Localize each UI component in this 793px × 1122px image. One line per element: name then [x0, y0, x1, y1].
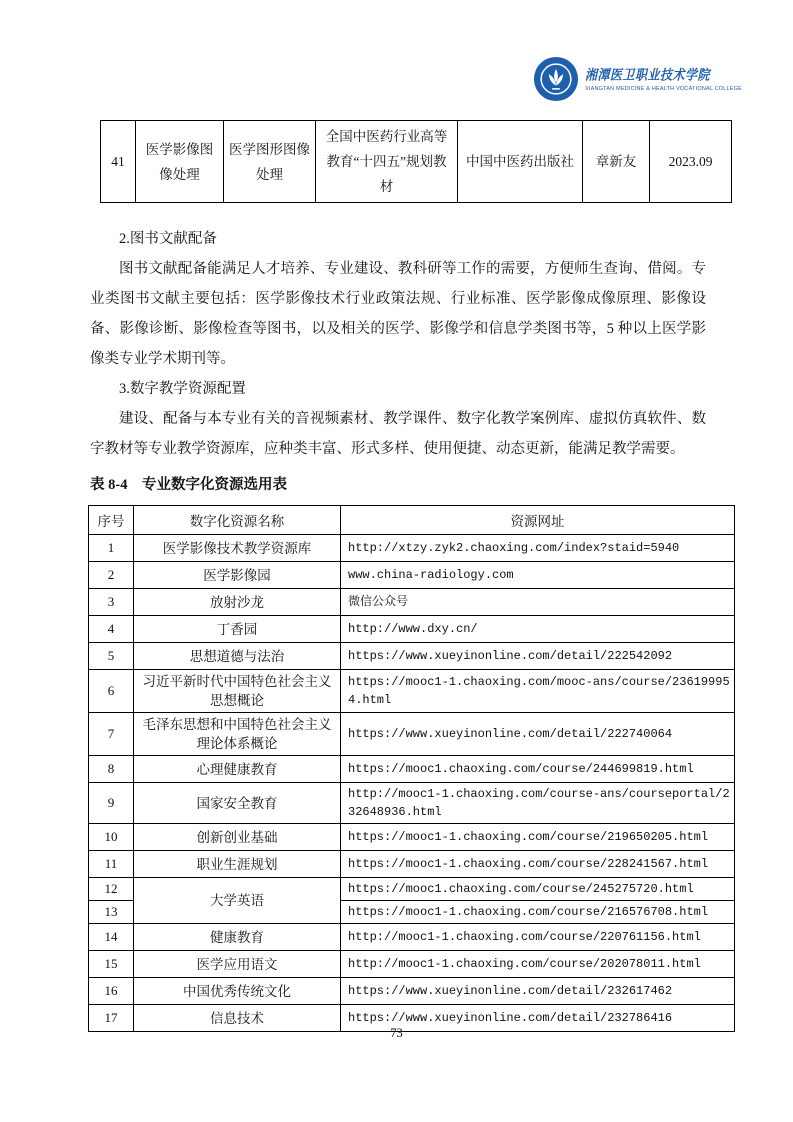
row-index-cell: 6	[89, 670, 134, 713]
table-row	[89, 951, 735, 978]
textbook-series-cell: 全国中医药行业高等教育“十四五”规划教材	[316, 121, 458, 203]
textbook-date-cell: 2023.09	[650, 121, 732, 203]
resource-name-cell: 信息技术	[134, 1005, 341, 1032]
resource-name-cell: 大学英语	[134, 878, 341, 924]
row-index-cell: 5	[89, 643, 134, 670]
resource-name-cell: 国家安全教育	[134, 783, 341, 824]
resource-name-cell: 思想道德与法治	[134, 643, 341, 670]
resource-name-cell: 心理健康教育	[134, 756, 341, 783]
table-row	[89, 878, 735, 901]
table-row	[89, 562, 735, 589]
table-row	[89, 535, 735, 562]
resource-name-cell: 创新创业基础	[134, 824, 341, 851]
table-row	[89, 978, 735, 1005]
school-name-english: XIANGTAN MEDICINE & HEALTH VOCATIONAL COLLEGE	[585, 86, 743, 92]
row-index-cell: 16	[89, 978, 134, 1005]
row-index-cell: 11	[89, 851, 134, 878]
resource-url-cell: www.china-radiology.com	[341, 562, 735, 589]
row-index-cell: 10	[89, 824, 134, 851]
resource-name-cell: 丁香园	[134, 616, 341, 643]
resource-name-cell: 习近平新时代中国特色社会主义思想概论	[134, 670, 341, 713]
resource-name-cell: 职业生涯规划	[134, 851, 341, 878]
textbook-editor-cell: 章新友	[583, 121, 650, 203]
school-name-chinese: 湘潭医卫职业技术学院	[585, 67, 711, 84]
resource-url-cell: https://mooc1-1.chaoxing.com/course/219650205.html	[341, 824, 735, 851]
resource-table-title: 表 8-4 专业数字化资源选用表	[90, 477, 287, 493]
row-index-cell: 2	[89, 562, 134, 589]
table-row	[89, 713, 735, 756]
section-body-library: 图书文献配备能满足人才培养、专业建设、教科研等工作的需要，方便师生查询、借阅。专业类图书文献主要包括：医学影像技术行业政策法规、行业标准、医学影像成像原理、影像设备、影像诊断、影像检查等图书，以及相关的医学、影像学和信息学类图书等，5 种以上医学影像类专业学术期刊等。	[90, 261, 706, 367]
school-logo	[533, 56, 742, 102]
table-row	[89, 924, 735, 951]
resource-name-cell: 医学应用语文	[134, 951, 341, 978]
header-resource-name: 数字化资源名称	[134, 506, 341, 535]
resource-name-cell: 医学影像技术教学资源库	[134, 535, 341, 562]
resource-name-cell: 毛泽东思想和中国特色社会主义理论体系概论	[134, 713, 341, 756]
section-heading-digital-resources: 3.数字教学资源配置	[119, 381, 246, 397]
table-row	[101, 121, 732, 203]
table-row	[89, 756, 735, 783]
resource-url-cell: https://mooc1.chaoxing.com/course/245275720.html	[341, 878, 735, 901]
resource-url-cell: http://xtzy.zyk2.chaoxing.com/index?staid=5940	[341, 535, 735, 562]
row-index-cell: 9	[89, 783, 134, 824]
resource-url-cell: https://mooc1.chaoxing.com/course/244699819.html	[341, 756, 735, 783]
resource-name-cell: 医学影像园	[134, 562, 341, 589]
section-heading-library: 2.图书文献配备	[119, 231, 217, 247]
resource-name-cell: 中国优秀传统文化	[134, 978, 341, 1005]
textbook-index-cell: 41	[101, 121, 136, 203]
row-index-cell: 7	[89, 713, 134, 756]
header-resource-url: 资源网址	[341, 506, 735, 535]
resource-url-cell: https://www.xueyinonline.com/detail/232617462	[341, 978, 735, 1005]
resource-url-cell: http://mooc1-1.chaoxing.com/course/220761156.html	[341, 924, 735, 951]
table-row	[89, 643, 735, 670]
resource-url-cell: https://mooc1-1.chaoxing.com/course/228241567.html	[341, 851, 735, 878]
resource-url-cell: https://www.xueyinonline.com/detail/222542092	[341, 643, 735, 670]
body-content	[90, 224, 730, 1032]
resource-name-cell: 健康教育	[134, 924, 341, 951]
textbook-publisher-cell: 中国中医药出版社	[458, 121, 583, 203]
row-index-cell: 13	[89, 901, 134, 924]
table-row	[89, 616, 735, 643]
row-index-cell: 8	[89, 756, 134, 783]
textbook-title-cell: 医学图形图像处理	[224, 121, 316, 203]
table-row	[89, 589, 735, 616]
resource-url-cell: 微信公众号	[341, 589, 735, 616]
resource-url-cell: http://mooc1-1.chaoxing.com/course/202078011.html	[341, 951, 735, 978]
table-row	[89, 670, 735, 713]
textbook-table-continued	[100, 120, 732, 203]
resource-url-cell: http://mooc1-1.chaoxing.com/course-ans/courseportal/232648936.html	[341, 783, 735, 824]
resource-url-cell: https://mooc1-1.chaoxing.com/course/216576708.html	[341, 901, 735, 924]
table-row	[89, 783, 735, 824]
school-emblem-icon	[533, 56, 579, 102]
resource-url-cell: http://www.dxy.cn/	[341, 616, 735, 643]
resource-name-cell: 放射沙龙	[134, 589, 341, 616]
textbook-course-cell: 医学影像图像处理	[136, 121, 224, 203]
resource-url-cell: https://www.xueyinonline.com/detail/232786416	[341, 1005, 735, 1032]
table-row	[89, 851, 735, 878]
row-index-cell: 15	[89, 951, 134, 978]
page-number: 73	[390, 1026, 403, 1040]
row-index-cell: 3	[89, 589, 134, 616]
row-index-cell: 12	[89, 878, 134, 901]
section-body-digital-resources: 建设、配备与本专业有关的音视频素材、教学课件、数字化教学案例库、虚拟仿真软件、数字教材等专业教学资源库，应种类丰富、形式多样、使用便捷、动态更新，能满足教学需要。	[90, 411, 706, 457]
table-row	[89, 824, 735, 851]
row-index-cell: 17	[89, 1005, 134, 1032]
row-index-cell: 4	[89, 616, 134, 643]
row-index-cell: 1	[89, 535, 134, 562]
resource-url-cell: https://mooc1-1.chaoxing.com/mooc-ans/course/236199954.html	[341, 670, 735, 713]
school-name-block	[585, 66, 742, 92]
table-header-row	[89, 506, 735, 535]
digital-resource-table	[88, 505, 735, 1032]
header-index: 序号	[89, 506, 134, 535]
row-index-cell: 14	[89, 924, 134, 951]
resource-url-cell: https://www.xueyinonline.com/detail/222740064	[341, 713, 735, 756]
